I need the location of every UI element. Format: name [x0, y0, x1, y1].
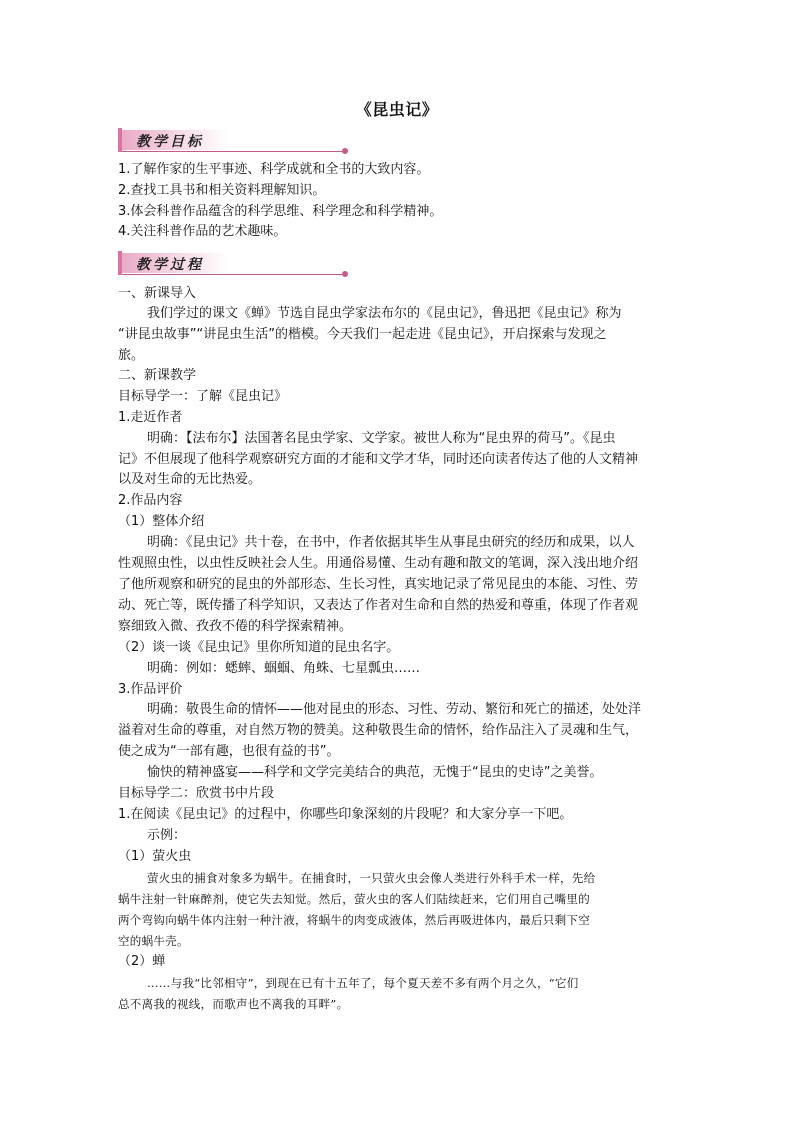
text-line: 示例：: [147, 828, 187, 843]
text-line: （1）萤火虫: [118, 849, 192, 864]
section-heading-process: [118, 249, 236, 279]
text-line: 明确：例如：蟋蟀、蝈蝈、角蛛、七星瓢虫……: [147, 661, 421, 676]
text-line: 以及对生命的无比热爱。: [118, 472, 262, 487]
heading-underline: [122, 274, 342, 275]
text-line: 1.在阅读《昆虫记》的过程中，你哪些印象深刻的片段呢？和大家分享一下吧。: [118, 807, 573, 822]
heading-accent-bar: [118, 251, 122, 275]
heading-dot: [342, 271, 348, 277]
goal-item: 4.关注科普作品的艺术趣味。: [118, 224, 287, 239]
excerpt-line: 萤火虫的捕食对象多为蜗牛。在捕食时，一只萤火虫会像人类进行外科手术一样，先给: [147, 871, 596, 885]
text-line: （2）谈一谈《昆虫记》里你所知道的昆虫名字。: [118, 640, 400, 655]
goal-item: 2.查找工具书和相关资料理解知识。: [118, 183, 326, 198]
goal-item: 3.体会科普作品蕴含的科学思维、科学理念和科学精神。: [118, 204, 443, 219]
heading-dot: [342, 148, 348, 154]
text-line: （2）蝉: [118, 954, 166, 969]
excerpt-line: 总不离我的视线，而歌声也不离我的耳畔”。: [118, 997, 349, 1011]
text-line: “讲昆虫故事”“讲昆虫生活”的楷模。今天我们一起走进《昆虫记》，开启探索与发现之: [118, 327, 607, 342]
text-line: 记》不但展现了他科学观察研究方面的才能和文学才华，同时还向读者传达了他的人文精神: [118, 452, 639, 467]
text-line: 1.走近作者: [118, 410, 183, 425]
text-line: 我们学过的课文《蝉》节选自昆虫学家法布尔的《昆虫记》，鲁迅把《昆虫记》称为: [147, 306, 622, 321]
text-line: 明确：《昆虫记》共十卷，在书中，作者依据其毕生从事昆虫研究的经历和成果，以人: [147, 535, 635, 550]
section-heading-goals: [118, 126, 236, 156]
section-heading-label: 教学过程: [136, 257, 204, 273]
text-line: 目标导学一：了解《昆虫记》: [118, 389, 288, 404]
text-line: 明确：敬畏生命的情怀——他对昆虫的形态、习性、劳动、繁衍和死亡的描述，处处洋: [147, 702, 642, 717]
text-line: （1）整体介绍: [118, 514, 205, 529]
heading-accent-bar: [118, 128, 122, 152]
text-line: 溢着对生命的尊重，对自然万物的赞美。这种敬畏生命的情怀，给作品注入了灵魂和生气，: [118, 723, 639, 738]
text-line: 目标导学二：欣赏书中片段: [118, 786, 275, 801]
text-line: 二、新课教学: [118, 368, 197, 383]
text-line: 使之成为“一部有趣，也很有益的书”。: [118, 744, 340, 759]
text-line: 一、新课导入: [118, 286, 197, 301]
text-line: 愉快的精神盛宴——科学和文学完美结合的典范，无愧于“昆虫的史诗”之美誉。: [147, 765, 603, 780]
heading-underline: [122, 151, 342, 152]
goal-item: 1.了解作家的生平事迹、科学成就和全书的大致内容。: [118, 162, 430, 177]
text-line: 察细致入微、孜孜不倦的科学探索精神。: [118, 619, 353, 634]
section-heading-label: 教学目标: [136, 134, 204, 150]
text-line: 了他所观察和研究的昆虫的外部形态、生长习性，真实地记录了常见昆虫的本能、习性、劳: [118, 577, 639, 592]
excerpt-line: 两个弯钩向蜗牛体内注射一种汁液，将蜗牛的肉变成液体，然后再吸进体内，最后只剩下空: [118, 913, 590, 927]
text-line: 3.作品评价: [118, 682, 183, 697]
text-line: 明确：【法布尔】法国著名昆虫学家、文学家。被世人称为“昆虫界的荷马”。《昆虫: [147, 431, 616, 446]
text-line: 动、死亡等，既传播了科学知识，又表达了作者对生命和自然的热爱和尊重，体现了作者观: [118, 598, 639, 613]
text-line: 2.作品内容: [118, 493, 183, 508]
text-line: 旅。: [118, 348, 145, 363]
excerpt-line: 蜗牛注射一针麻醉剂，使它失去知觉。然后，萤火虫的客人们陆续赶来，它们用自己嘴里的: [118, 892, 590, 906]
excerpt-line: 空的蜗牛壳。: [118, 934, 189, 948]
text-line: 性观照虫性，以虫性反映社会人生。用通俗易懂、生动有趣和散文的笔调，深入浅出地介绍: [118, 556, 639, 571]
excerpt-line: ……与我“比邻相守”，到现在已有十五年了，每个夏天差不多有两个月之久，“它们: [147, 976, 579, 990]
page-title: 《昆虫记》: [355, 100, 439, 119]
